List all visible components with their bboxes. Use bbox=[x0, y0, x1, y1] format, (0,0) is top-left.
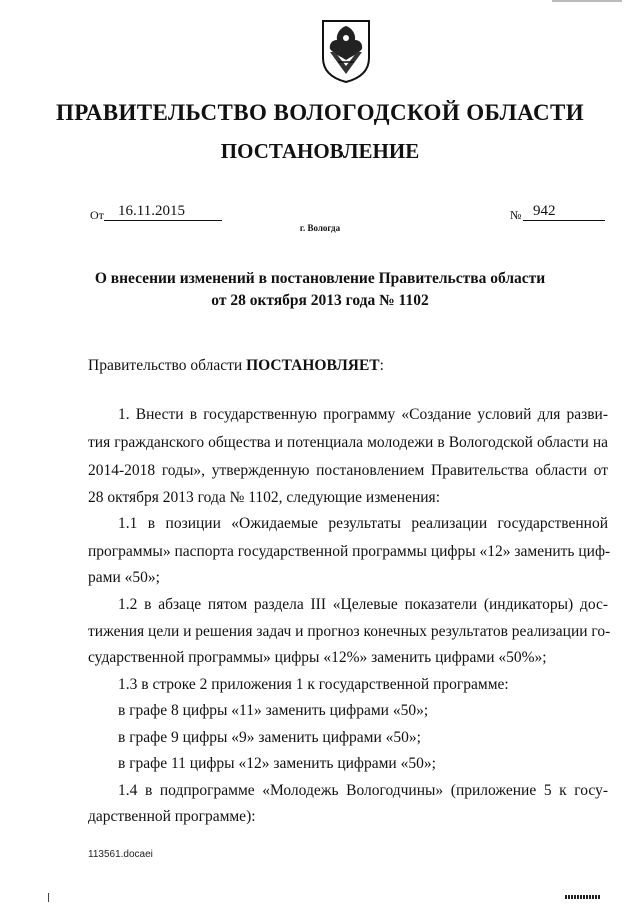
paragraph-line: дарственной программе): bbox=[88, 808, 256, 825]
paragraph-line: 1.3 в строке 2 приложения 1 к государственной программе: bbox=[118, 676, 509, 693]
preamble-colon: : bbox=[379, 357, 384, 374]
paragraph-line: тия гражданского общества и потенциала молодежи в Вологодской области на bbox=[88, 434, 608, 451]
date-prefix: От bbox=[90, 208, 104, 222]
subject-line: от 28 октября 2013 года № 1102 bbox=[211, 292, 429, 309]
paragraph-line: 1.2 в абзаце пятом раздела III «Целевые показатели (индикаторы) дос- bbox=[118, 596, 608, 613]
paragraph-line: 1.1 в позиции «Ожидаемые результаты реализации государственной bbox=[118, 515, 608, 532]
file-name-footer: 113561.docaei bbox=[88, 849, 153, 860]
paragraph-line: сударственной программы» цифры «12%» заменить цифрами «50%»; bbox=[88, 649, 547, 666]
preamble-text: Правительство области bbox=[88, 357, 247, 374]
document-subject bbox=[0, 268, 640, 312]
paragraph-line: 2014-2018 годы», утвержденную постановлением Правительства области от bbox=[88, 462, 608, 479]
paragraph-line: в графе 11 цифры «12» заменить цифрами «50»; bbox=[118, 755, 436, 772]
scan-edge-mark bbox=[552, 0, 622, 2]
subject-line: О внесении изменений в постановление Правительства области bbox=[94, 270, 546, 287]
paragraph-line: 1. Внести в государственную программу «Создание условий для разви- bbox=[118, 406, 608, 423]
paragraph-line: 28 октября 2013 года № 1102, следующие изменения: bbox=[88, 489, 440, 506]
organization-title: ПРАВИТЕЛЬСТВО ВОЛОГОДСКОЙ ОБЛАСТИ bbox=[55, 100, 585, 125]
document-type-title: ПОСТАНОВЛЕНИЕ bbox=[220, 139, 420, 163]
paragraph-line: рами «50»; bbox=[88, 569, 160, 586]
scan-edge-mark bbox=[48, 893, 49, 902]
preamble bbox=[88, 357, 608, 375]
preamble-keyword: ПОСТАНОВЛЯЕТ bbox=[246, 357, 380, 374]
paragraph-line: в графе 9 цифры «9» заменить цифрами «50»; bbox=[118, 729, 421, 746]
paragraph-line: программы» паспорта государственной программы цифры «12» заменить циф- bbox=[88, 543, 611, 560]
coat-of-arms-icon bbox=[320, 18, 372, 84]
document-number: 942 bbox=[523, 203, 605, 221]
barcode-mark bbox=[565, 895, 601, 899]
city-label: г. Вологда bbox=[299, 223, 341, 233]
paragraph-line: 1.4 в подпрограмме «Молодежь Вологодчины» (приложение 5 к госу- bbox=[118, 782, 608, 799]
document-date: 16.11.2015 bbox=[104, 203, 222, 221]
paragraph-line: в графе 8 цифры «11» заменить цифрами «50»; bbox=[118, 702, 429, 719]
number-prefix: № bbox=[510, 208, 522, 222]
paragraph-line: тижения цели и решения задач и прогноз конечных результатов реализации го- bbox=[88, 623, 611, 640]
